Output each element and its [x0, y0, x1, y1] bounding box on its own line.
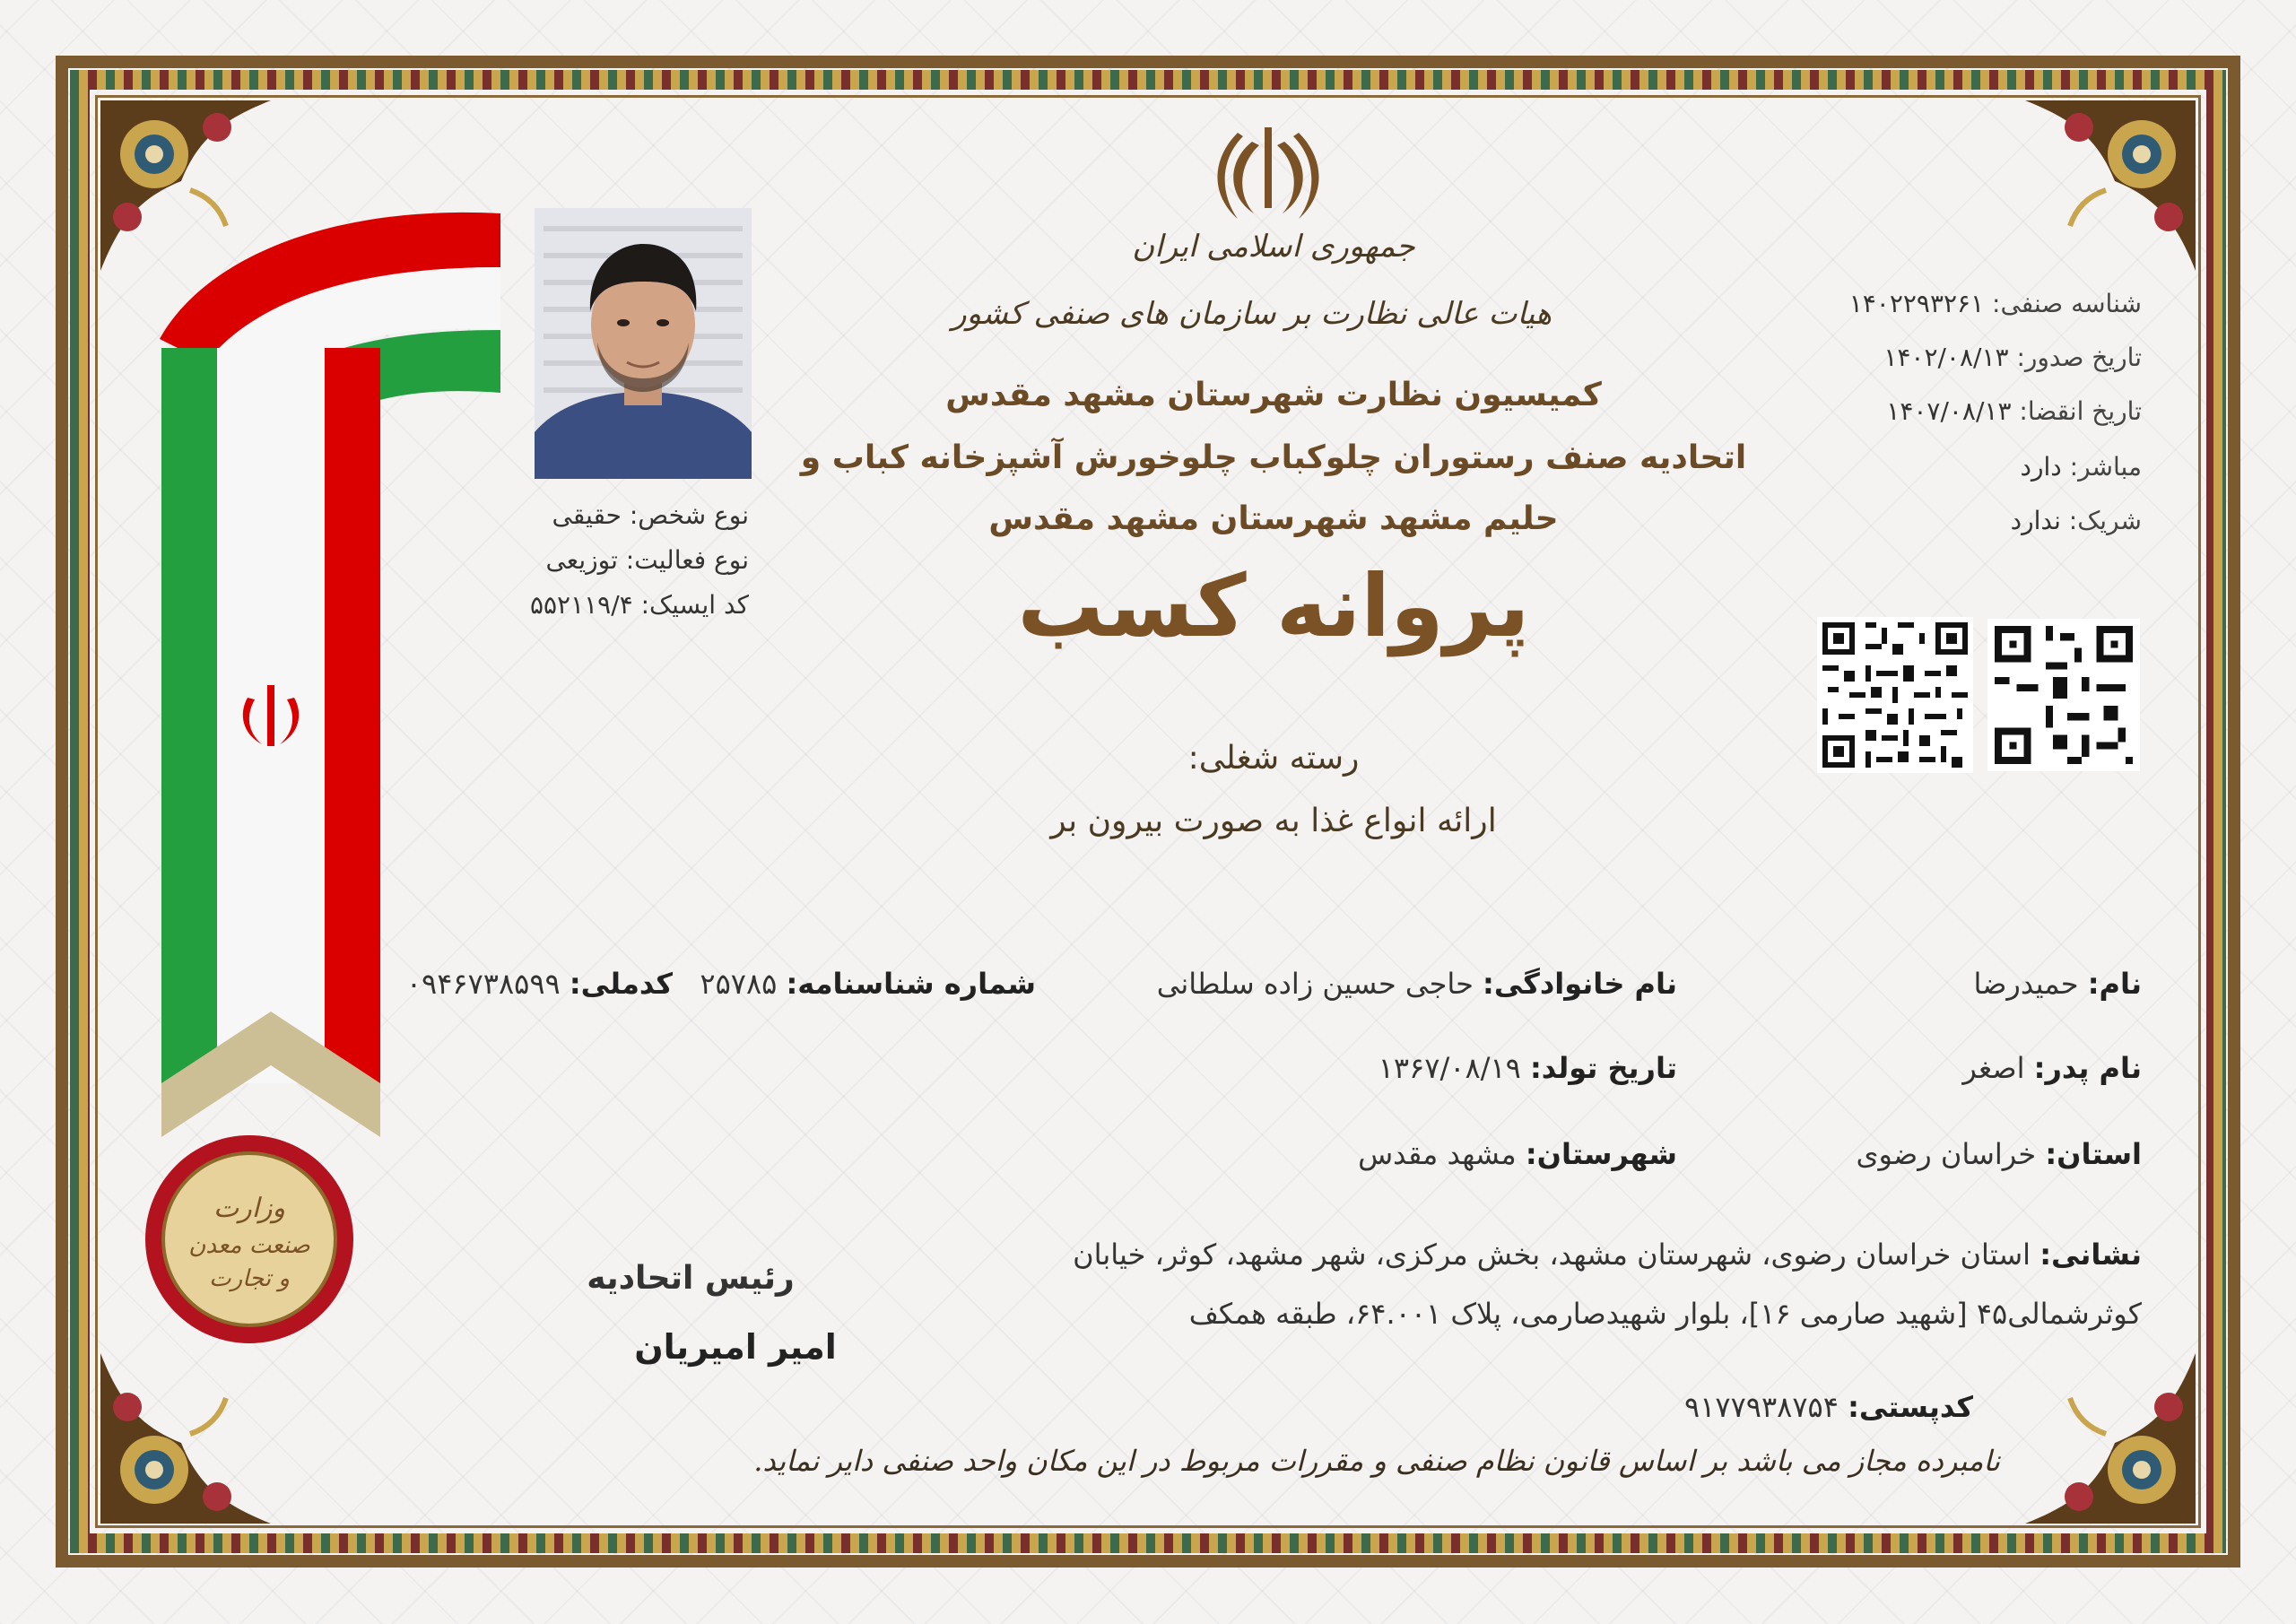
- address-value-line2: کوثرشمالی۴۵ [شهید صارمی ۱۶]، بلوار شهیدصارمی، پلاک ۶۴.۰۰۱، طبقه همکف: [1188, 1297, 2142, 1331]
- partner-label: شریک:: [2068, 506, 2142, 535]
- last-name-value: حاجی حسین زاده سلطانی: [1156, 967, 1474, 1001]
- category-label: رسته شغلی:: [1187, 740, 1360, 777]
- expiry-date-label: تاریخ انقضا:: [2019, 396, 2142, 426]
- guild-id-value: ۱۴۰۲۲۹۳۲۶۱: [1848, 289, 1985, 318]
- city-value: مشهد مقدس: [1358, 1137, 1517, 1171]
- isic-code-label: کد ایسیک:: [640, 590, 749, 620]
- direct-manager: [2021, 452, 2142, 482]
- expiry-date: [1886, 396, 2142, 426]
- isic-code: [530, 590, 749, 620]
- partner-value: ندارد: [2010, 506, 2061, 535]
- person-type: [552, 500, 749, 530]
- document-title: پروانه کسب: [1017, 556, 1530, 656]
- signature-name: امیر امیریان: [634, 1327, 837, 1367]
- expiry-date-value: ۱۴۰۷/۰۸/۱۳: [1886, 396, 2012, 426]
- union-title-line1: اتحادیه صنف رستوران چلوکباب چلوخورش آشپزخانه کباب و: [800, 439, 1747, 476]
- issue-date-label: تاریخ صدور:: [2016, 343, 2142, 372]
- city-label: شهرستان:: [1525, 1137, 1677, 1171]
- activity-type: [545, 545, 749, 575]
- issue-date: [1883, 343, 2142, 372]
- supervisory-board-name: هیات عالی نظارت بر سازمان های صنفی کشور: [952, 296, 1552, 332]
- father-name-field: [1962, 1051, 2142, 1085]
- isic-code-value: ۵۵۲۱۱۹/۴: [529, 590, 633, 620]
- corner-ornament-icon: [100, 1353, 271, 1524]
- activity-type-value: توزیعی: [545, 545, 618, 575]
- svg-text:صنعت معدن: صنعت معدن: [188, 1232, 310, 1259]
- national-id-value: ۰۹۴۶۷۳۸۵۹۹: [405, 967, 561, 1001]
- birth-date-value: ۱۳۶۷/۰۸/۱۹: [1378, 1051, 1521, 1085]
- signature-title: رئیس اتحادیه: [587, 1260, 795, 1297]
- birth-certificate-label: شماره شناسنامه:: [786, 967, 1036, 1001]
- direct-manager-value: دارد: [2020, 452, 2062, 482]
- last-name-label: نام خانوادگی:: [1483, 967, 1677, 1001]
- national-id-field: [406, 967, 673, 1001]
- iran-emblem-icon: [1216, 124, 1320, 222]
- activity-type-label: نوع فعالیت:: [625, 545, 749, 575]
- qr-code-icon[interactable]: [1817, 617, 1973, 773]
- country-name: جمهوری اسلامی ایران: [1132, 229, 1415, 265]
- province-field: [1856, 1137, 2142, 1171]
- corner-ornament-icon: [2025, 1353, 2196, 1524]
- person-type-value: حقیقی: [552, 500, 622, 530]
- postal-code-value: ۹۱۷۷۹۳۸۷۵۴: [1684, 1390, 1839, 1424]
- issue-date-value: ۱۴۰۲/۰۸/۱۳: [1883, 343, 2009, 372]
- postal-code-field: [1684, 1390, 1973, 1424]
- father-name-label: نام پدر:: [2033, 1051, 2142, 1085]
- national-id-label: کدملی:: [569, 967, 673, 1001]
- province-value: خراسان رضوی: [1856, 1137, 2037, 1171]
- birth-certificate-field: [700, 967, 1036, 1001]
- province-label: استان:: [2045, 1137, 2142, 1171]
- address-label: نشانی:: [2039, 1238, 2142, 1272]
- first-name-field: [1973, 967, 2142, 1001]
- commission-title: کمیسیون نظارت شهرستان مشهد مقدس: [945, 377, 1602, 413]
- birth-date-label: تاریخ تولد:: [1529, 1051, 1677, 1085]
- direct-manager-label: مباشر:: [2069, 452, 2142, 482]
- svg-text:وزارت: وزارت: [213, 1193, 286, 1224]
- postal-code-label: کدپستی:: [1848, 1390, 1973, 1424]
- father-name-value: اصغر: [1962, 1051, 2025, 1085]
- guild-id: [1849, 289, 2142, 318]
- union-title-line2: حلیم مشهد شهرستان مشهد مقدس: [988, 500, 1559, 537]
- address-value-line1: استان خراسان رضوی، شهرستان مشهد، بخش مرکزی، شهر مشهد، کوثر، خیابان: [1073, 1238, 2031, 1272]
- first-name-label: نام:: [2087, 967, 2142, 1001]
- qr-code-icon[interactable]: [1987, 619, 2140, 771]
- svg-text:و تجارت: و تجارت: [209, 1265, 290, 1292]
- guild-id-label: شناسه صنفی:: [1992, 289, 2142, 318]
- holder-photo: [535, 208, 752, 479]
- partner: [2011, 506, 2142, 535]
- city-field: [1358, 1137, 1677, 1171]
- last-name-field: [1157, 967, 1677, 1001]
- birth-certificate-value: ۲۵۷۸۵: [700, 967, 778, 1001]
- category-value: ارائه انواع غذا به صورت بیرون بر: [1050, 803, 1497, 839]
- corner-ornament-icon: [2025, 100, 2196, 271]
- ministry-seal-icon: [142, 1132, 357, 1347]
- footer-notice: نامبرده مجاز می باشد بر اساس قانون نظام صنفی و مقررات مربوط در این مکان واحد صنفی دایر نماید.: [753, 1444, 2000, 1478]
- first-name-value: حمیدرضا: [1973, 967, 2079, 1001]
- birth-date-field: [1378, 1051, 1677, 1085]
- address-line1: [1073, 1238, 2142, 1272]
- iran-flag-ribbon-icon: [151, 187, 509, 1155]
- person-type-label: نوع شخص:: [629, 500, 749, 530]
